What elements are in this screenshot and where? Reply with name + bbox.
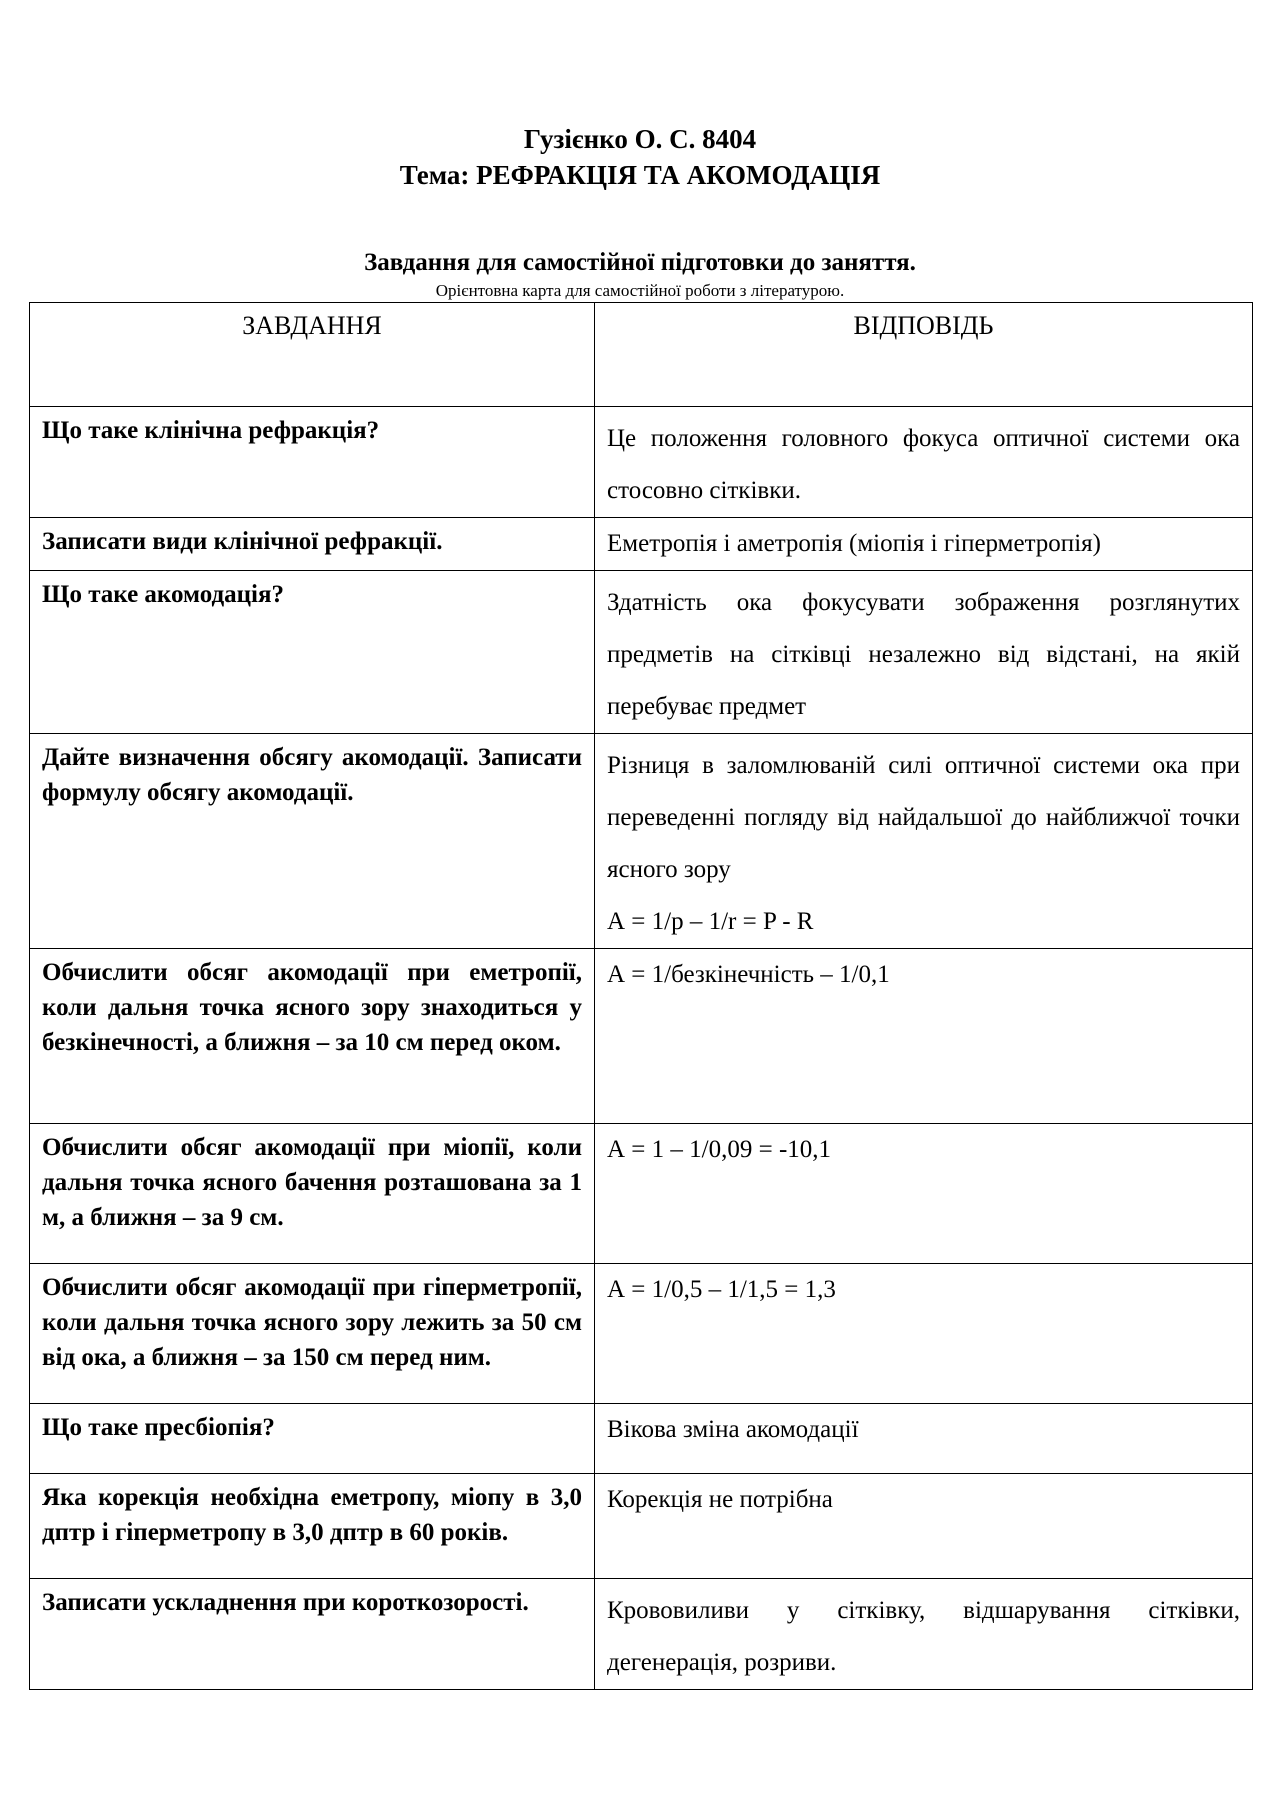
question-cell: Записати ускладнення при короткозорості. — [30, 1579, 595, 1690]
task-title: Завдання для самостійної підготовки до заняття. — [364, 249, 916, 276]
table-row — [30, 1474, 1253, 1579]
answer-cell: А = 1 – 1/0,09 = -10,1 — [595, 1124, 1253, 1264]
answer-cell: Корекція не потрібна — [595, 1474, 1253, 1579]
task-answer-table — [29, 302, 1253, 1690]
subtitle: Орієнтовна карта для самостійної роботи з літературою. — [435, 281, 845, 300]
answer-cell — [595, 734, 1253, 949]
topic-title: Тема: РЕФРАКЦІЯ ТА АКОМОДАЦІЯ — [399, 160, 881, 190]
answer-cell: А = 1/безкінечність – 1/0,1 — [595, 949, 1253, 1124]
table-row — [30, 571, 1253, 734]
header-answers: ВІДПОВІДЬ — [595, 303, 1253, 407]
question-cell: Що таке пресбіопія? — [30, 1404, 595, 1474]
question-cell: Обчислити обсяг акомодації при еметропії, коли дальня точка ясного зору знаходиться у безкінечності, а ближня – за 10 см перед оком. — [30, 949, 595, 1124]
answer-cell: Вікова зміна акомодації — [595, 1404, 1253, 1474]
table-row — [30, 1264, 1253, 1404]
header-tasks: ЗАВДАННЯ — [30, 303, 595, 407]
answer-cell: Еметропія і аметропія (міопія і гіперметропія) — [595, 518, 1253, 571]
table-row — [30, 734, 1253, 949]
table-row — [30, 407, 1253, 518]
table-row — [30, 1579, 1253, 1690]
table-row — [30, 1404, 1253, 1474]
answer-cell: Здатність ока фокусувати зображення розглянутих предметів на сітківці незалежно від відстані, на якій перебуває предмет — [595, 571, 1253, 734]
question-cell: Що таке клінічна рефракція? — [30, 407, 595, 518]
table-row — [30, 518, 1253, 571]
author-line: Гузієнко О. С. 8404 — [523, 124, 757, 154]
question-cell: Що таке акомодація? — [30, 571, 595, 734]
question-cell: Записати види клінічної рефракції. — [30, 518, 595, 571]
question-cell: Яка корекція необхідна еметропу, міопу в 3,0 дптр і гіперметропу в 3,0 дптр в 60 років. — [30, 1474, 595, 1579]
accommodation-formula: А = 1/p – 1/r = P - R — [607, 908, 814, 935]
answer-cell: А = 1/0,5 – 1/1,5 = 1,3 — [595, 1264, 1253, 1404]
question-cell: Обчислити обсяг акомодації при міопії, коли дальня точка ясного бачення розташована за 1 м, а ближня – за 9 см. — [30, 1124, 595, 1264]
answer-cell: Це положення головного фокуса оптичної системи ока стосовно сітківки. — [595, 407, 1253, 518]
question-cell: Дайте визначення обсягу акомодації. Записати формулу обсягу акомодації. — [30, 734, 595, 949]
table-header-row — [30, 303, 1253, 407]
answer-text: Різниця в заломлюваній силі оптичної системи ока при переведенні погляду від найдальшої до найближчої точки ясного зору — [607, 752, 1240, 883]
answer-cell: Крововиливи у сітківку, відшарування сітківки, дегенерація, розриви. — [595, 1579, 1253, 1690]
table-row — [30, 1124, 1253, 1264]
table-row — [30, 949, 1253, 1124]
question-cell: Обчислити обсяг акомодації при гіперметропії, коли дальня точка ясного зору лежить за 50 см від ока, а ближня – за 150 см перед ним. — [30, 1264, 595, 1404]
